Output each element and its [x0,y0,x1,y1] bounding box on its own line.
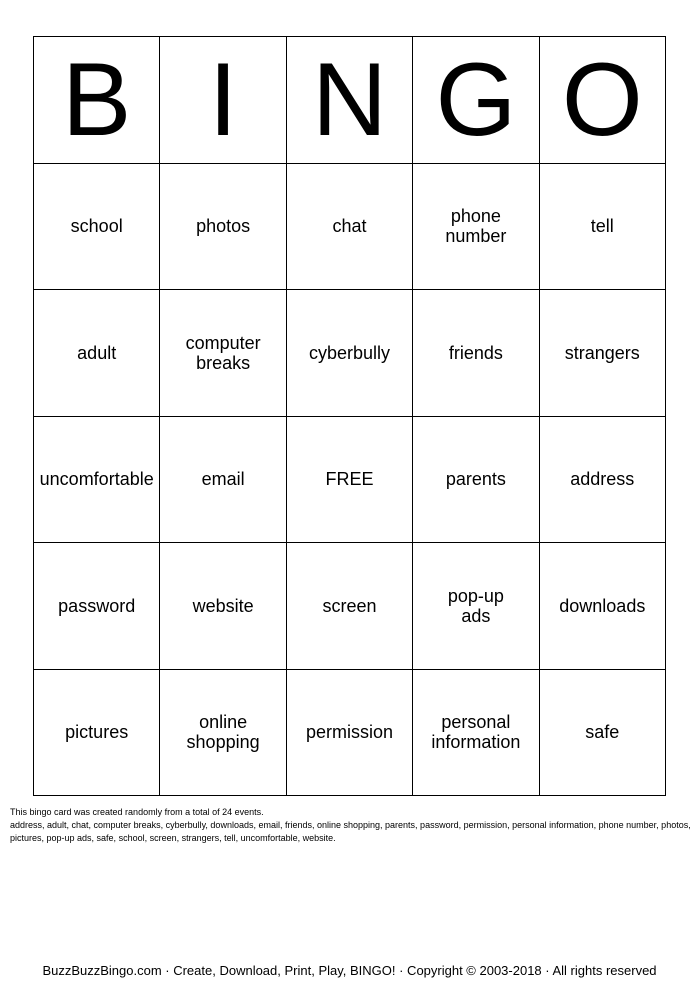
bingo-cell [34,543,160,670]
bingo-cell [540,164,666,291]
cell-text: screen [322,595,377,616]
cell-text: strangers [564,342,640,363]
cell-text: website [192,595,254,616]
cell-text: photos [196,216,251,237]
cell-text: tell [590,216,614,237]
header-letter: I [208,41,238,158]
header-cell-b [34,37,160,164]
bingo-cell [34,164,160,291]
cell-text: pop-up ads [447,585,504,626]
bingo-cell [160,417,286,544]
bingo-cell [34,290,160,417]
header-letter: B [62,41,132,158]
cell-text: chat [332,216,367,237]
cell-text: school [70,216,123,237]
bingo-cell [413,543,539,670]
header-letter: N [311,41,388,158]
bingo-cell [540,670,666,797]
cell-text: adult [77,342,117,363]
free-space-text: FREE [325,469,374,490]
cell-text: online shopping [186,712,260,753]
cell-text: downloads [559,595,646,616]
header-letter: O [561,41,643,158]
bingo-cell [540,417,666,544]
cell-text: parents [445,469,506,490]
bingo-cell [287,670,413,797]
cell-text: pictures [65,722,129,743]
bingo-cell [160,290,286,417]
footnote-summary: This bingo card was created randomly from a total of 24 events. [10,807,264,817]
header-cell-g [413,37,539,164]
header-cell-o [540,37,666,164]
bingo-cell [540,290,666,417]
bingo-cell [413,417,539,544]
header-letter: G [435,41,517,158]
card-footnote [10,806,692,845]
cell-text: password [58,595,136,616]
bingo-cell [413,670,539,797]
cell-text: personal information [431,712,521,753]
bingo-cell [160,543,286,670]
bingo-cell [34,670,160,797]
header-cell-n [287,37,413,164]
bingo-cell [34,417,160,544]
bingo-cell [287,543,413,670]
cell-text: permission [305,722,393,743]
cell-text: address [570,469,635,490]
cell-text: cyberbully [308,342,391,363]
cell-text: phone number [445,206,507,247]
header-cell-i [160,37,286,164]
page-footer: BuzzBuzzBingo.com · Create, Download, Print, Play, BINGO! · Copyright © 2003-2018 · All rights reserved [42,963,657,978]
bingo-cell [540,543,666,670]
bingo-cell [160,670,286,797]
bingo-cell [160,164,286,291]
cell-text: email [201,469,245,490]
bingo-card [33,36,666,796]
cell-text: uncomfortable [39,469,154,490]
bingo-cell [287,164,413,291]
cell-text: safe [585,722,620,743]
cell-text: friends [448,342,503,363]
bingo-cell [287,290,413,417]
free-space-cell [287,417,413,544]
footnote-word-list: address, adult, chat, computer breaks, cyberbully, downloads, email, friends, online shopping, parents, password, permission, personal information, phone number, photos, pictures, pop-up ads, safe, school, screen, strangers, tell, uncomfortable, website. [10,820,691,843]
cell-text: computer breaks [185,332,261,373]
bingo-cell [413,290,539,417]
bingo-cell [413,164,539,291]
